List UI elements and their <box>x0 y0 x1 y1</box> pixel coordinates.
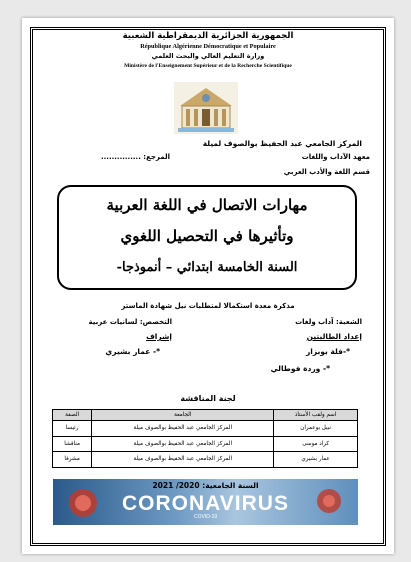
department: قسم اللغة والأدب العربي <box>283 168 370 176</box>
jury-role: رئيسا <box>53 421 92 437</box>
coronavirus-text: CORONAVIRUS <box>122 492 289 515</box>
jury-column-role: الصفة <box>53 410 92 421</box>
prepared-by-label: إعداد الطالبتين <box>306 332 362 341</box>
republic-french: République Algérienne Démocratique et Populaire <box>140 43 276 50</box>
republic-arabic: الجمهورية الجزائرية الديمقراطية الشعبية <box>122 31 294 41</box>
jury-column-name: اسم ولقب الأستاذ <box>274 410 358 421</box>
ministry-french: Ministère de l'Enseignement Supérieur et de la Recherche Scientifique <box>124 63 292 69</box>
student-1: *-فلة بوبزار <box>305 347 350 356</box>
jury-role: مناقشا <box>53 436 92 452</box>
jury-role: مشرفا <box>53 452 92 468</box>
thesis-title-line-1: مهارات الاتصال في اللغة العربية <box>106 196 308 214</box>
jury-name: عمار بشيري <box>274 452 358 468</box>
jury-table <box>52 409 358 468</box>
supervisor-label: إشراف <box>146 332 172 341</box>
table-row <box>53 452 358 468</box>
ministry-arabic: وزارة التعليم العالي والبحث العلمي <box>151 52 265 60</box>
academic-year: السنة الجامعية: 2020/ 2021 <box>152 481 259 490</box>
branch: الشعبة: آداب ولغات <box>295 318 362 326</box>
institute: معهد الآداب واللغات <box>301 153 370 161</box>
thesis-title-line-3: السنة الخامسة ابتدائي – أنموذجا- <box>116 260 298 275</box>
jury-heading: لجنة المناقشة <box>180 394 236 403</box>
jury-column-university: الجامعة <box>92 410 274 421</box>
table-row <box>53 436 358 452</box>
thesis-description: مذكرة معدة استكمالا لمتطلبات نيل شهادة الماستر <box>121 302 295 310</box>
specialty: التخصص: لسانيات عربية <box>88 318 172 326</box>
coronavirus-banner <box>53 479 358 525</box>
jury-name: كراد موسى <box>274 436 358 452</box>
jury-name: نبيل بوعمران <box>274 421 358 437</box>
supervisor-name: *- عمار بشيري <box>105 347 160 356</box>
thesis-title-line-2: وتأثيرها في التحصيل اللغوي <box>120 227 294 245</box>
student-2: *- وردة فوطالي <box>270 364 330 373</box>
covid-subtitle: COVID-19 <box>193 514 218 520</box>
jury-university: المركز الجامعي عبد الحفيظ بوالصوف ميلة <box>92 436 274 452</box>
university-center: المركز الجامعي عبد الحفيظ بوالصوف لميلة <box>202 139 362 148</box>
jury-university: المركز الجامعي عبد الحفيظ بوالصوف ميلة <box>92 452 274 468</box>
reference-field: المرجع: ............... <box>100 153 170 161</box>
jury-university: المركز الجامعي عبد الحفيظ بوالصوف ميلة <box>92 421 274 437</box>
table-row <box>53 421 358 437</box>
university-logo <box>174 82 238 134</box>
